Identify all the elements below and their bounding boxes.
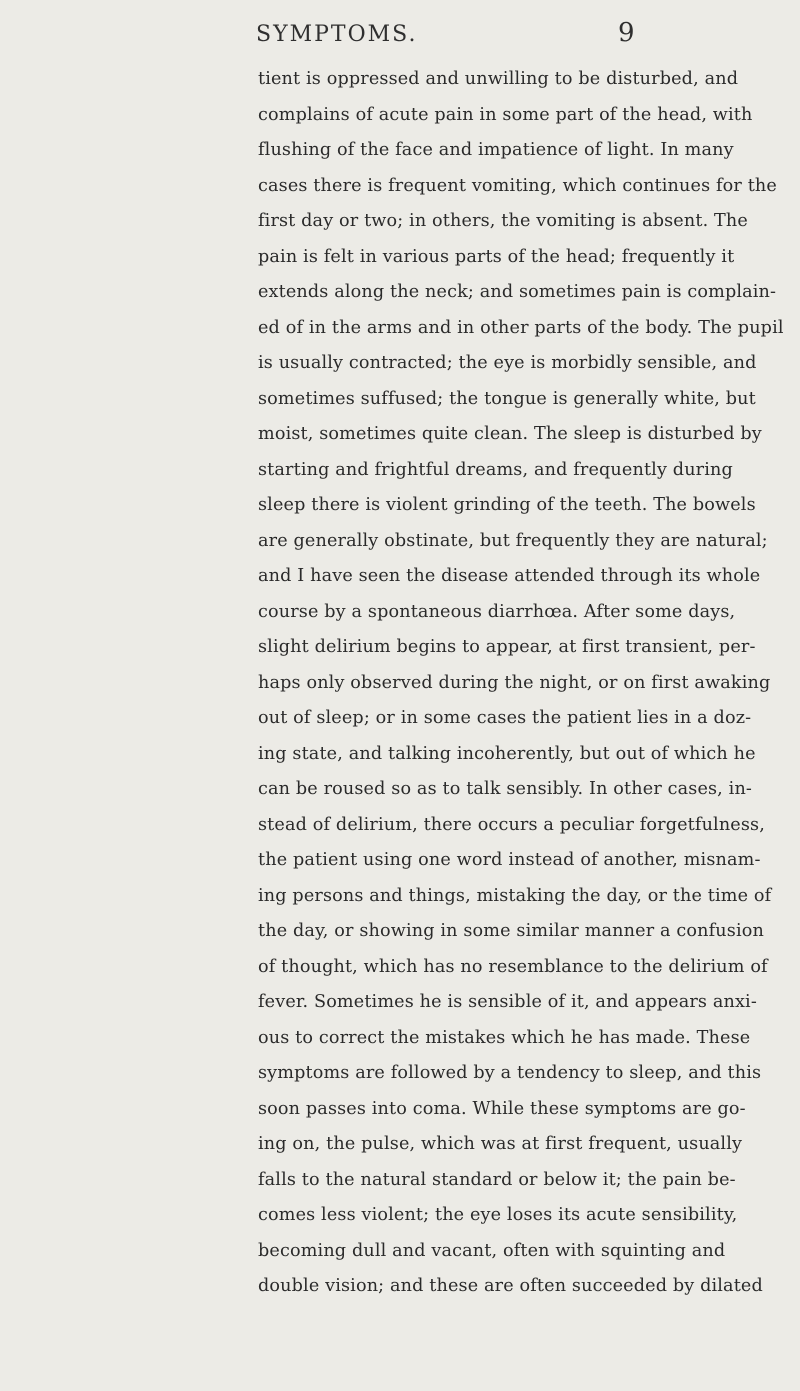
text-line: ing state, and talking incoherently, but out of which he [258,743,756,764]
text-line: symptoms are followed by a tendency to sleep, and this [258,1063,762,1083]
text-line: comes less violent; the eye loses its acute sensibility, [258,1205,738,1225]
text-line: complains of acute pain in some part of the head, with [258,104,753,125]
text-line: first day or two; in others, the vomiting is absent. The [258,211,748,231]
text-line: ous to correct the mistakes which he has made. These [258,1027,751,1048]
text-line: extends along the neck; and sometimes pain is complain- [258,282,777,302]
text-line: ing persons and things, mistaking the day, or the time of [258,885,772,906]
running-title: SYMPTOMS. [256,22,418,47]
text-line: double vision; and these are often succeeded by dilated [258,1276,763,1296]
text-line: course by a spontaneous diarrhœa. After some days, [258,601,736,622]
text-line: out of sleep; or in some cases the patient lies in a doz- [258,708,752,728]
text-line: haps only observed during the night, or on first awaking [258,672,771,693]
text-line: fever. Sometimes he is sensible of it, and appears anxi- [258,992,757,1012]
page-number: 9 [618,18,635,48]
text-line: the patient using one word instead of another, misnam- [258,850,761,870]
text-line: soon passes into coma. While these symptoms are go- [258,1098,746,1119]
text-line: slight delirium begins to appear, at first transient, per- [258,637,756,657]
text-line: is usually contracted; the eye is morbidly sensible, and [258,353,757,373]
text-line: cases there is frequent vomiting, which continues for the [258,175,777,196]
text-line: flushing of the face and impatience of light. In many [258,140,734,160]
text-line: the day, or showing in some similar manner a confusion [258,921,764,941]
text-line: can be roused so as to talk sensibly. In other cases, in- [258,779,753,799]
text-line: of thought, which has no resemblance to the delirium of [258,956,768,977]
text-line: are generally obstinate, but frequently they are natural; [258,530,768,551]
text-line: moist, sometimes quite clean. The sleep is disturbed by [258,424,762,444]
text-line: pain is felt in various parts of the head; frequently it [258,246,735,267]
text-line: starting and frightful dreams, and frequently during [258,459,733,480]
text-line: sometimes suffused; the tongue is generally white, but [258,388,756,409]
text-line: falls to the natural standard or below it; the pain be- [258,1169,736,1190]
running-head [0,18,800,54]
text-line: sleep there is violent grinding of the teeth. The bowels [258,495,756,515]
body-text [258,62,784,1305]
text-line: stead of delirium, there occurs a peculiar forgetfulness, [258,814,765,835]
text-line: and I have seen the disease attended through its whole [258,566,761,586]
text-line: becoming dull and vacant, often with squinting and [258,1240,726,1261]
text-line: ed of in the arms and in other parts of the body. The pupil [258,317,784,338]
text-line: ing on, the pulse, which was at first frequent, usually [258,1134,743,1154]
text-line: tient is oppressed and unwilling to be disturbed, and [258,69,739,89]
